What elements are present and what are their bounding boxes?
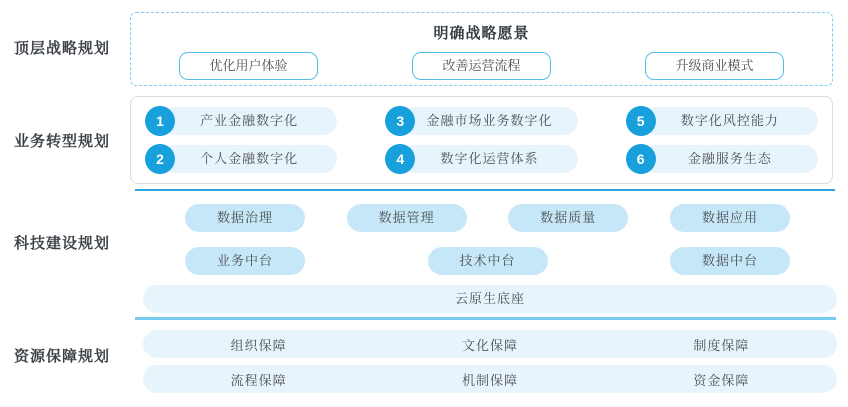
vision-title: 明确战略愿景 — [433, 25, 530, 42]
pill-business-platform: 业务中台 — [185, 247, 305, 275]
number-badge-2: 2 — [145, 144, 175, 174]
vision-item-business-model: 升级商业模式 — [645, 52, 784, 80]
pill-data-quality: 数据质量 — [508, 204, 628, 232]
number-badge-6: 6 — [626, 144, 656, 174]
resource-pill-row-2 — [143, 365, 837, 393]
transform-item-3 — [385, 106, 577, 136]
transform-section-box — [130, 96, 833, 184]
label-mechanism-guarantee: 机制保障 — [461, 372, 518, 388]
label-organization-guarantee: 组织保障 — [230, 337, 287, 353]
row-label-resource-guarantee: 资源保障规划 — [14, 348, 111, 365]
transform-item-6 — [626, 144, 818, 174]
label-fund-guarantee: 资金保障 — [693, 372, 750, 388]
transform-label-3: 金融市场业务数字化 — [401, 107, 577, 135]
number-badge-3: 3 — [385, 106, 415, 136]
transform-item-2 — [145, 144, 337, 174]
vision-button-row — [131, 52, 832, 80]
transform-label-6: 金融服务生态 — [642, 145, 818, 173]
transform-item-5 — [626, 106, 818, 136]
pill-data-platform: 数据中台 — [670, 247, 790, 275]
row-label-top-strategy: 顶层战略规划 — [14, 40, 111, 57]
pill-data-application: 数据应用 — [670, 204, 790, 232]
number-badge-1: 1 — [145, 106, 175, 136]
transform-label-4: 数字化运营体系 — [401, 145, 577, 173]
vision-section-box — [130, 12, 833, 86]
transform-label-2: 个人金融数字化 — [161, 145, 337, 173]
row-label-business-transform: 业务转型规划 — [14, 133, 111, 150]
pill-cloud-native-base: 云原生底座 — [143, 285, 837, 313]
vision-item-user-experience: 优化用户体验 — [179, 52, 318, 80]
section-divider-thick — [135, 317, 836, 320]
pill-data-management: 数据管理 — [347, 204, 467, 232]
pill-tech-platform: 技术中台 — [428, 247, 548, 275]
transform-label-1: 产业金融数字化 — [161, 107, 337, 135]
label-culture-guarantee: 文化保障 — [461, 337, 518, 353]
section-divider-thin — [135, 189, 835, 191]
number-badge-4: 4 — [385, 144, 415, 174]
label-system-guarantee: 制度保障 — [693, 337, 750, 353]
tech-data-pill-row — [185, 204, 790, 232]
vision-item-operation-process: 改善运营流程 — [412, 52, 551, 80]
tech-platform-pill-row — [185, 247, 790, 275]
number-badge-5: 5 — [626, 106, 656, 136]
transform-item-1 — [145, 106, 337, 136]
transform-item-4 — [385, 144, 577, 174]
row-label-tech-construction: 科技建设规划 — [14, 235, 111, 252]
label-process-guarantee: 流程保障 — [230, 372, 287, 388]
transform-label-5: 数字化风控能力 — [642, 107, 818, 135]
pill-data-governance: 数据治理 — [185, 204, 305, 232]
resource-pill-row-1 — [143, 330, 837, 358]
